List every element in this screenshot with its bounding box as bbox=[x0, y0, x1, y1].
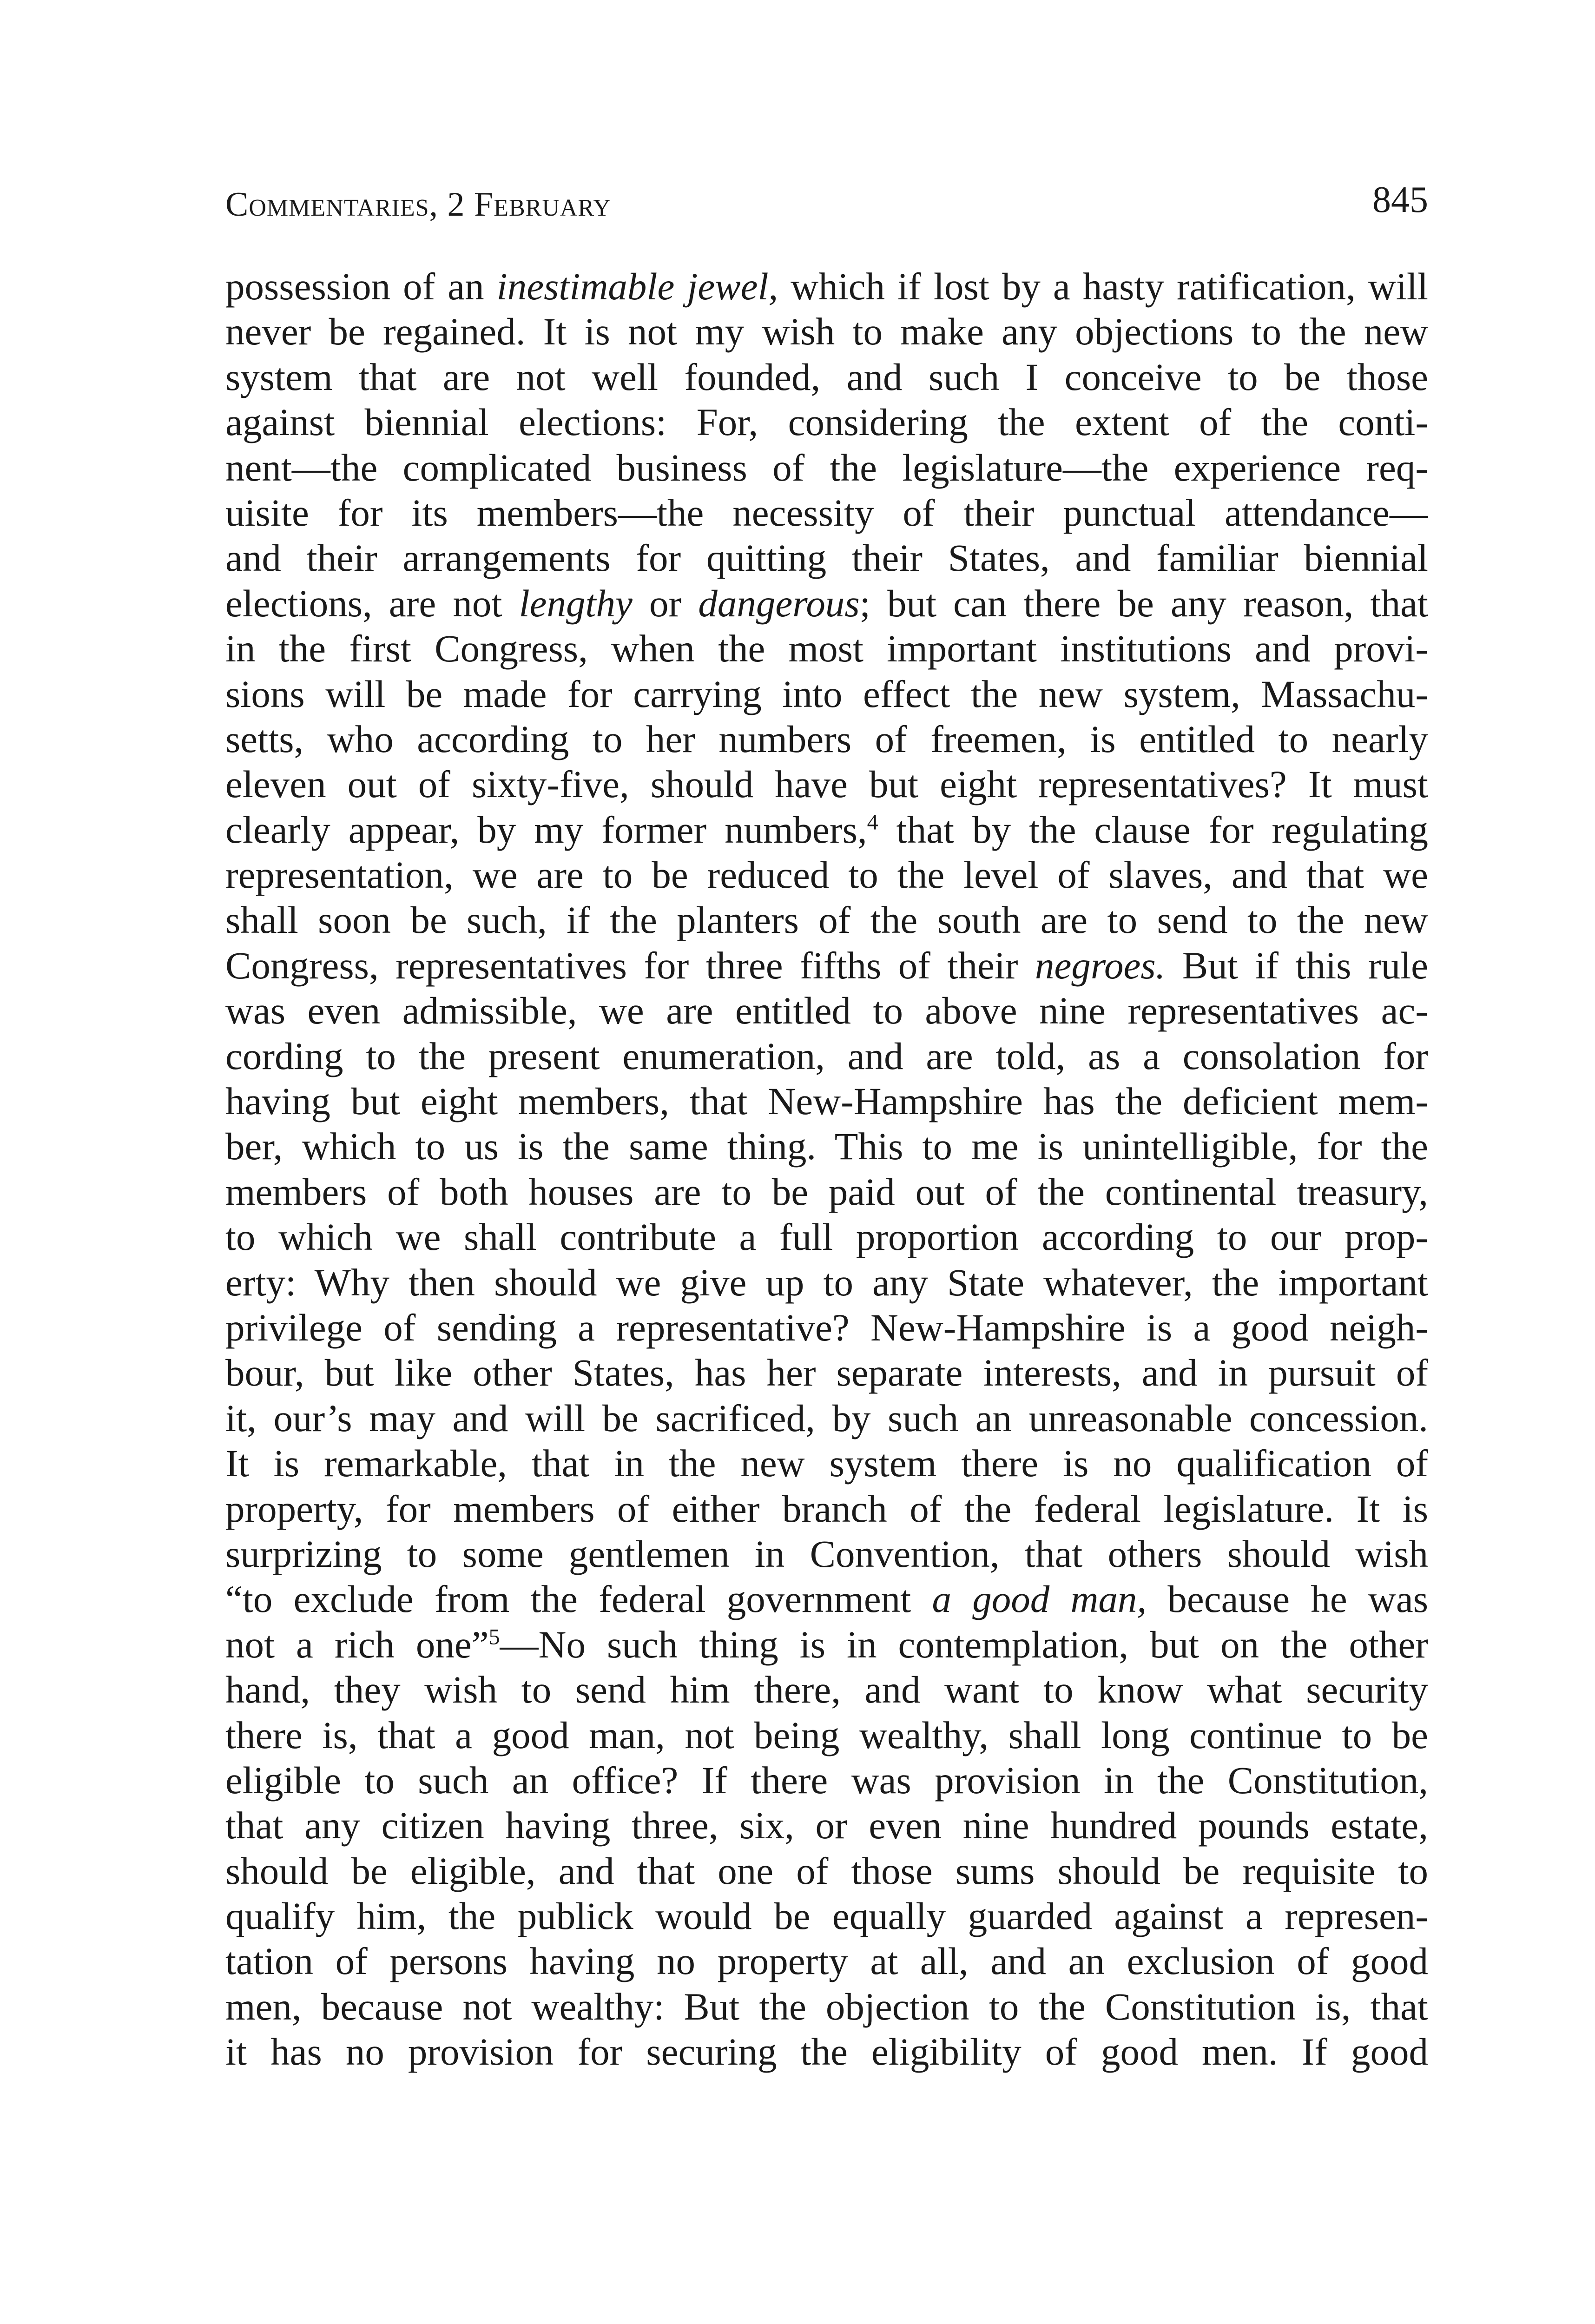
text-line bbox=[225, 1849, 1428, 1894]
italic-text: lengthy bbox=[519, 581, 633, 625]
text-line bbox=[225, 1441, 1428, 1486]
text-line bbox=[225, 355, 1428, 400]
text-line bbox=[225, 1894, 1428, 1939]
text-line bbox=[225, 1486, 1428, 1532]
text-line bbox=[225, 264, 1428, 309]
text-segment: not a rich one” bbox=[225, 1623, 489, 1666]
body-text bbox=[225, 264, 1428, 2075]
text-segment: bour, but like other States, has her separate interests, and in pursuit of bbox=[225, 1351, 1428, 1394]
text-segment: men, because not wealthy: But the objection to the Constitution is, that bbox=[225, 1985, 1428, 2028]
footnote-ref: 4 bbox=[867, 810, 878, 835]
text-segment: tation of persons having no property at all, and an exclusion of good bbox=[225, 1940, 1428, 1983]
text-segment: which if lost by a hasty ratification, will bbox=[778, 265, 1428, 308]
text-segment: clearly appear, by my former numbers, bbox=[225, 808, 867, 851]
text-line bbox=[225, 1169, 1428, 1215]
text-line bbox=[225, 717, 1428, 762]
italic-text: dangerous bbox=[698, 581, 860, 625]
text-segment: in the first Congress, when the most important institutions and provi- bbox=[225, 627, 1428, 670]
page-number: 845 bbox=[1372, 179, 1428, 220]
text-line bbox=[225, 852, 1428, 898]
text-segment: was even admissible, we are entitled to above nine representatives ac- bbox=[225, 989, 1428, 1032]
text-segment: nent—the complicated business of the legislature—the experience req- bbox=[225, 446, 1428, 489]
text-line bbox=[225, 1079, 1428, 1124]
text-segment: Congress, representatives for three fifths of their bbox=[225, 944, 1035, 987]
text-segment: members of both houses are to be paid out of the continental treasury, bbox=[225, 1170, 1428, 1213]
text-line bbox=[225, 1577, 1428, 1622]
text-segment: cording to the present enumeration, and are told, as a consolation for bbox=[225, 1034, 1428, 1077]
italic-text: inestimable jewel, bbox=[496, 265, 778, 308]
text-segment: privilege of sending a representative? New-Hampshire is a good neigh- bbox=[225, 1306, 1428, 1349]
text-segment: that by the clause for regulating bbox=[878, 808, 1428, 851]
text-line bbox=[225, 762, 1428, 807]
text-line bbox=[225, 535, 1428, 581]
text-line bbox=[225, 309, 1428, 354]
text-line bbox=[225, 943, 1428, 988]
text-line bbox=[225, 898, 1428, 943]
text-segment: sions will be made for carrying into effect the new system, Massachu- bbox=[225, 672, 1428, 715]
running-title: Commentaries, 2 February bbox=[225, 185, 611, 224]
text-line bbox=[225, 1667, 1428, 1712]
text-line bbox=[225, 672, 1428, 717]
text-segment: having but eight members, that New-Hampshire has the deficient mem- bbox=[225, 1080, 1428, 1123]
text-segment: “to exclude from the federal government bbox=[225, 1578, 932, 1621]
text-line bbox=[225, 1758, 1428, 1803]
text-segment: elections, are not bbox=[225, 581, 519, 625]
text-segment: setts, who according to her numbers of freemen, is entitled to nearly bbox=[225, 717, 1428, 760]
text-line bbox=[225, 490, 1428, 535]
running-head bbox=[225, 179, 1428, 230]
text-line bbox=[225, 1713, 1428, 1758]
text-line bbox=[225, 1396, 1428, 1441]
text-line bbox=[225, 1350, 1428, 1395]
text-line bbox=[225, 988, 1428, 1033]
text-line bbox=[225, 400, 1428, 445]
text-line bbox=[225, 1939, 1428, 1984]
text-segment: to which we shall contribute a full proportion according to our prop- bbox=[225, 1215, 1428, 1259]
text-segment: and their arrangements for quitting their States, and familiar biennial bbox=[225, 536, 1428, 580]
text-segment: ; but can there be any reason, that bbox=[859, 581, 1428, 625]
text-segment: shall soon be such, if the planters of the south are to send to the new bbox=[225, 898, 1428, 942]
text-segment: representation, we are to be reduced to the level of slaves, and that we bbox=[225, 853, 1428, 897]
text-segment: against biennial elections: For, considering the extent of the conti- bbox=[225, 401, 1428, 444]
text-segment: ber, which to us is the same thing. This to me is unintelligible, for the bbox=[225, 1125, 1428, 1168]
text-segment: that any citizen having three, six, or even nine hundred pounds estate, bbox=[225, 1804, 1428, 1847]
text-segment: surprizing to some gentlemen in Convention, that others should wish bbox=[225, 1532, 1428, 1575]
text-segment: But if this rule bbox=[1165, 944, 1428, 987]
text-segment: property, for members of either branch of the federal legislature. It is bbox=[225, 1487, 1428, 1530]
text-line bbox=[225, 1215, 1428, 1260]
text-segment: hand, they wish to send him there, and want to know what security bbox=[225, 1668, 1428, 1711]
text-segment: —No such thing is in contemplation, but on the other bbox=[500, 1623, 1428, 1666]
text-line bbox=[225, 1984, 1428, 2029]
text-segment: it, our’s may and will be sacrificed, by such an unreasonable concession. bbox=[225, 1396, 1428, 1439]
text-segment: or bbox=[632, 581, 699, 625]
text-line bbox=[225, 1260, 1428, 1305]
text-line bbox=[225, 1622, 1428, 1667]
text-segment: erty: Why then should we give up to any State whatever, the important bbox=[225, 1261, 1428, 1304]
text-line bbox=[225, 1124, 1428, 1169]
text-line bbox=[225, 1532, 1428, 1577]
italic-text: negroes. bbox=[1035, 944, 1166, 987]
text-segment: It is remarkable, that in the new system there is no qualification of bbox=[225, 1442, 1428, 1485]
text-segment: eligible to such an office? If there was provision in the Constitution, bbox=[225, 1758, 1428, 1802]
text-line bbox=[225, 445, 1428, 490]
text-segment: there is, that a good man, not being wealthy, shall long continue to be bbox=[225, 1713, 1428, 1756]
text-segment: eleven out of sixty-five, should have but eight representatives? It must bbox=[225, 763, 1428, 806]
text-segment: should be eligible, and that one of those sums should be requisite to bbox=[225, 1849, 1428, 1892]
text-segment: possession of an bbox=[225, 265, 497, 308]
footnote-ref: 5 bbox=[488, 1624, 500, 1650]
text-line bbox=[225, 1034, 1428, 1079]
text-line bbox=[225, 1803, 1428, 1848]
text-line bbox=[225, 1305, 1428, 1350]
text-line bbox=[225, 2029, 1428, 2074]
italic-text: a good man, bbox=[932, 1578, 1147, 1621]
text-segment: system that are not well founded, and such I conceive to be those bbox=[225, 355, 1428, 398]
text-line bbox=[225, 626, 1428, 671]
text-segment: it has no provision for securing the eligibility of good men. If good bbox=[225, 2030, 1428, 2073]
text-segment: qualify him, the publick would be equally guarded against a represen- bbox=[225, 1895, 1428, 1938]
text-segment: because he was bbox=[1147, 1578, 1428, 1621]
text-segment: never be regained. It is not my wish to make any objections to the new bbox=[225, 310, 1428, 353]
text-line bbox=[225, 581, 1428, 626]
text-segment: uisite for its members—the necessity of their punctual attendance— bbox=[225, 491, 1428, 534]
text-line bbox=[225, 807, 1428, 852]
